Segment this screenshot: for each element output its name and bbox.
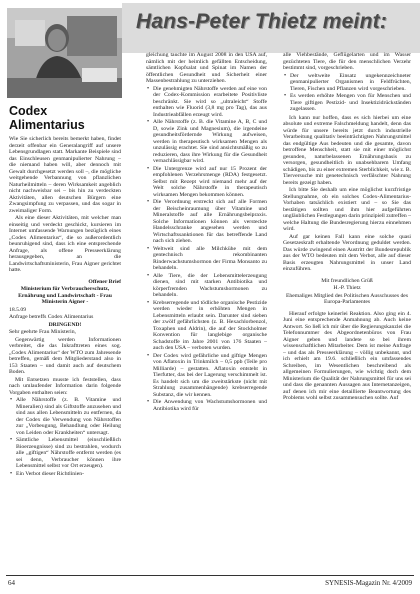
letter-heading: Offener Brief — [88, 278, 121, 285]
article-paragraph: Hierauf erfolgte keinerlei Reaktion. Also ging ein 4. Juni eine entsprechende Anmahnung ab. Auch keine Antwort. So ließ ich mir über die Regierungskanzlei die Telefonnummer des Abgeordnetenbüros von Frau Aigner geben und landete so bei ihrem wissenschaftlichen Mitarbeiter. Dem ist meine Anfrage – und das als Presseerklärung – völlig unbekannt, und ich erhielt am 19.6. schließlich ein umfassendes Schreiben, im Wesentlichen beschreibend als allgemeinen Formulierungen, wie wichtig doch dem Ministerium die Qualität der Nahrungsmittel für uns sei und dass die genannten Aussagen aus Internetanzeigen, auf denen ich mir eine detaillierte Beantwortung des Problems wohl selbst zusammensuchen sollte. Auf — [283, 310, 411, 401]
letter-paragraph: Ich bitte Sie deshalb um eine möglichst kurzfristige Stellungnahme, ob ein solches Codex-Alimentarius-Vorhaben tatsächlich existiert und – so Sie das bestätigen sollten und ihm hier aufgeführten ungläublichen Festlegungen darin prinzipiell zutreffen – welche Haltung die Bundesregierung hierzu einnehmen wird. — [283, 187, 411, 232]
signature-title: Ehemaliges Mitglied des Politischen Ausschusses des Europa-Parlamentes — [285, 292, 409, 305]
list-item: • Der Codex wird gefährliche und giftige Mengen von Aflatoxin in Trinkmilch – 0,5 ppb (Teile pro Milliarde) – gestatten. Aflatoxin entsteht in Tierfutter, das bei der Lagerung verschimmelt ist. Es handelt sich um die zweitstärkste (nicht mit Strahlung zusammenhängende) krebserregende Substanz, die wir kennen. — [146, 353, 267, 399]
article-title: Codex Alimentarius — [9, 104, 85, 132]
article-column-3 — [283, 52, 411, 568]
list-item: gleichung tauchte im August 2008 in den USA auf, nämlich mit der heimlich gefällten Entscheidung, sämtlichen Kopfsalat und Spinat im Namen der öffentlichen Gesundheit und Sicherheit einer Massenbestrahlung zu unterziehen. — [146, 52, 267, 84]
letter-paragraph: Gegenwärtig werden Informationen verbreitet, die das Inkrafttreten eines sog. „Codex Alimentarius“ der WTO zum Jahresende betreffen, gemäß dem Mitgliederstand also in 153 Staaten – und damit auch auf deutschem Boden. — [9, 336, 121, 375]
letter-salutation: Sehr geehrte Frau Ministerin, — [9, 329, 76, 335]
codex-provisions-list — [283, 52, 411, 113]
letter-signature: H.-P. Thietz — [333, 285, 361, 291]
letter-closing: Mit freundlichen Grüß — [321, 277, 373, 284]
author-photo-image — [7, 8, 122, 98]
list-item: • Krebserregende und tödliche organische Pestizide werden wieder in erhöhten Mengen in Lebensmitteln erlaubt sein. Darunter sind sieben der zwölf gefährlichsten (z. B. Hexachlorbenzol, Toxaphen und Aldrin), die auf der Stockholmer Konvention für langlebige organische Schadstoffe im Jahre 2001 von 176 Staaten – auch den USA – verboten wurden. — [146, 300, 267, 352]
list-item: • Der weltweite Einsatz ungekennzeichneter genmanipulierter Organismen in Feldfrüchten, Tieren, Fischen und Pflanzen wird vorgeschrieben. — [283, 73, 411, 93]
list-item: • Die Untergrenze wird auf nur 15 Prozent der empfohlenen Verzehrsmenge (RDA) festgesetzt. Selbst mit Rezept wird niemand mehr auf der Welt solche Nährstoffe in therapeutisch wirksamen Mengen bekommen können. — [146, 166, 267, 199]
list-item: alle Viehbestände, Geflügelarten und im Wasser gezüchteten Tiere, die für den menschlichen Verzehr bestimmt sind, vorgeschrieben. — [283, 52, 411, 71]
letter-recipient: Ministerium für Verbraucherschutz, Ernährung und Landwirtschaft - Frau Ministerin Aigner - — [18, 286, 112, 305]
letter-date: 18.5.09 — [9, 306, 27, 313]
list-item: • Die Verordnung erstreckt sich auf alle Formen der Beischeinraumung über Vitamine und Mineralstoffe auf alle Ernährungsbeipraxis. Solche Informationen können als versteckte Handelsschranke angesehen werden und Wirtschaftssanktionen für das betreffende Land nach sich ziehen. — [146, 199, 267, 245]
letter-paragraph: Ich kann nur hoffen, dass es sich hierbei um eine absolute und extreme Falschmeldung handelt, denn das würde für unsere bereits jetzt durch industrielle Verarbeitung qualitativ beeinträchtigten Nahrungsmittel das endgültige Aus bedeuten und die gesamte, davon betroffene Menschheit, statt sie mit einer möglichst gesunden, naturbelassenen Ernährungsbasis zu versorgen, gesundheitlich in unabsehbarem Umfang schädigen, bis zu einer extremen Sterblichkeit, wie z. B. Tierversuche mit genetechnisch verfälschter Nahrung bereits gezeigt haben. — [283, 114, 411, 186]
list-item: • Sämtliche Lebensmittel (einschließlich Bioerzeugnisse) sind zu bestrahlen, wodurch alle „giftigen“ Nährstoffe entfernt werden (es sei denn, Verbraucher können ihre Lebensmittel selbst vor Ort erzeugen). — [9, 437, 121, 470]
letter-subject: Anfrage betreffs Codex Alimentarius — [9, 314, 94, 320]
letter-urgent: DRINGEND! — [48, 321, 82, 328]
author-header-title: Hans-Peter Thietz meint: — [136, 10, 388, 33]
list-item: • Es werden erhöhte Mengen von für Menschen und Tiere giftigen Pestizid- und Insektizidrückständen zugelassen. — [283, 93, 411, 113]
list-item: • Die genehmigten Nährstoffe werden auf eine von der Codex-Kommission erarbeitete Positivliste beschränkt. Sie wird so „ultraleicht“ Stoffe enthalten wie Fluorid (3,8 mg pro Tag), das aus Industrieabfällen erzeugt wird. — [146, 86, 267, 119]
list-item: • Ein Verbot dieser Richtlinien- — [9, 471, 121, 478]
letter-paragraph: Auf gar keinen Fall kann eine solche quasi Gesetzeskraft erhaltende Verordnung geduldet werden. Das würde zwingend einen Austritt der Bundesrepublik aus der WTO bedeuten mit dem Verbot, alle auf dieser Basis erzeugten Nahrungsmittel in unser Land einzuführen. — [283, 233, 411, 272]
list-item: • Alle Tiere, die der Lebensmittelerzeugung dienen, sind mit starken Antibiotika und körperfremden Wachstumshormonen zu behandeln. — [146, 273, 267, 299]
article-lead-paragraph: Wie Sie sicherlich bereits bemerkt haben, findet derzeit offenbar ein Generalangriff auf unsere Lebensgrundlagen statt. Markante Beispiele sind das Einschleusen genmanipulierter Nahrung – die niemand haben will, aber dennoch mit Gewalt durchgesetzt werden soll –, die mögliche weitgehende Verbannung von pflanzlichen Naturheilmitteln – deren Wirksamkeit angeblich nicht nachweisbar sei – bis hin zu verdeckten Aktivitäten, allen deutschen Bürgern eine Zwangsimpfung zu verpassen, und das sogar in zweimaliger Form. — [9, 136, 121, 214]
article-column-1 — [9, 104, 121, 572]
list-item: • Weltweit sind alle Milchkühe mit dem gentechnisch rekombinanten Rinderwachstumshormon der Firma Monsanto zu behandeln. — [146, 246, 267, 272]
list-item: • Alle Nährstoffe (z. B. Vitamine und Mineralien) sind als Giftstoffe anzusehen und sind aus allen Lebensmitteln zu entfernen, da der Codex die Verwendung von Nährstoffen zur „Vorbeugung, Behandlung oder Heilung von Leiden oder Krankheiten“ untersagt. — [9, 397, 121, 436]
magazine-issue: SYNESIS-Magazin Nr. 4/2009 — [325, 579, 412, 587]
list-item: • Alle Nährstoffe (z. B. die Vitamine A, B, C und D, sowie Zink und Magnesium), die irgendeine gesundheitsfördernde Wirkung aufweisen, werden in therapeutisch wirksamen Mengen als unzulässig erachtet. Sie sind ansichtsmäßig so zu reduzieren, dass ihre Wirkung für die Gesundheit vernachlässigbar wird. — [146, 119, 267, 165]
footer-rule — [6, 575, 414, 576]
codex-provisions-list — [146, 52, 267, 412]
page-number: 64 — [8, 579, 15, 587]
author-photo — [7, 8, 122, 98]
article-column-2 — [146, 52, 267, 568]
list-item: • Die Anwendung von Wachstumshormonen und Antibiotika wird für — [146, 399, 267, 412]
letter-paragraph: Mit Entsetzen musste ich feststellen, dass nach umlaufender Information darin folgende Vorgaben enthalten seien: — [9, 376, 121, 396]
codex-provisions-list — [9, 397, 121, 477]
article-paragraph: Als eine dieser Aktivitäten, mit welcher man einseitig und verdeckt geschickt, kursieren im Internet umfassende Warnungen bezüglich eines „Codex Alimentarius“, die so außerordentlich beunruhigend sind, dass ich eine entsprechende Anfrage, als offene Presseerklärung herausgegeben, an die Landwirtschaftsministerin, Frau Aigner gerichtet hatte. — [9, 215, 121, 273]
